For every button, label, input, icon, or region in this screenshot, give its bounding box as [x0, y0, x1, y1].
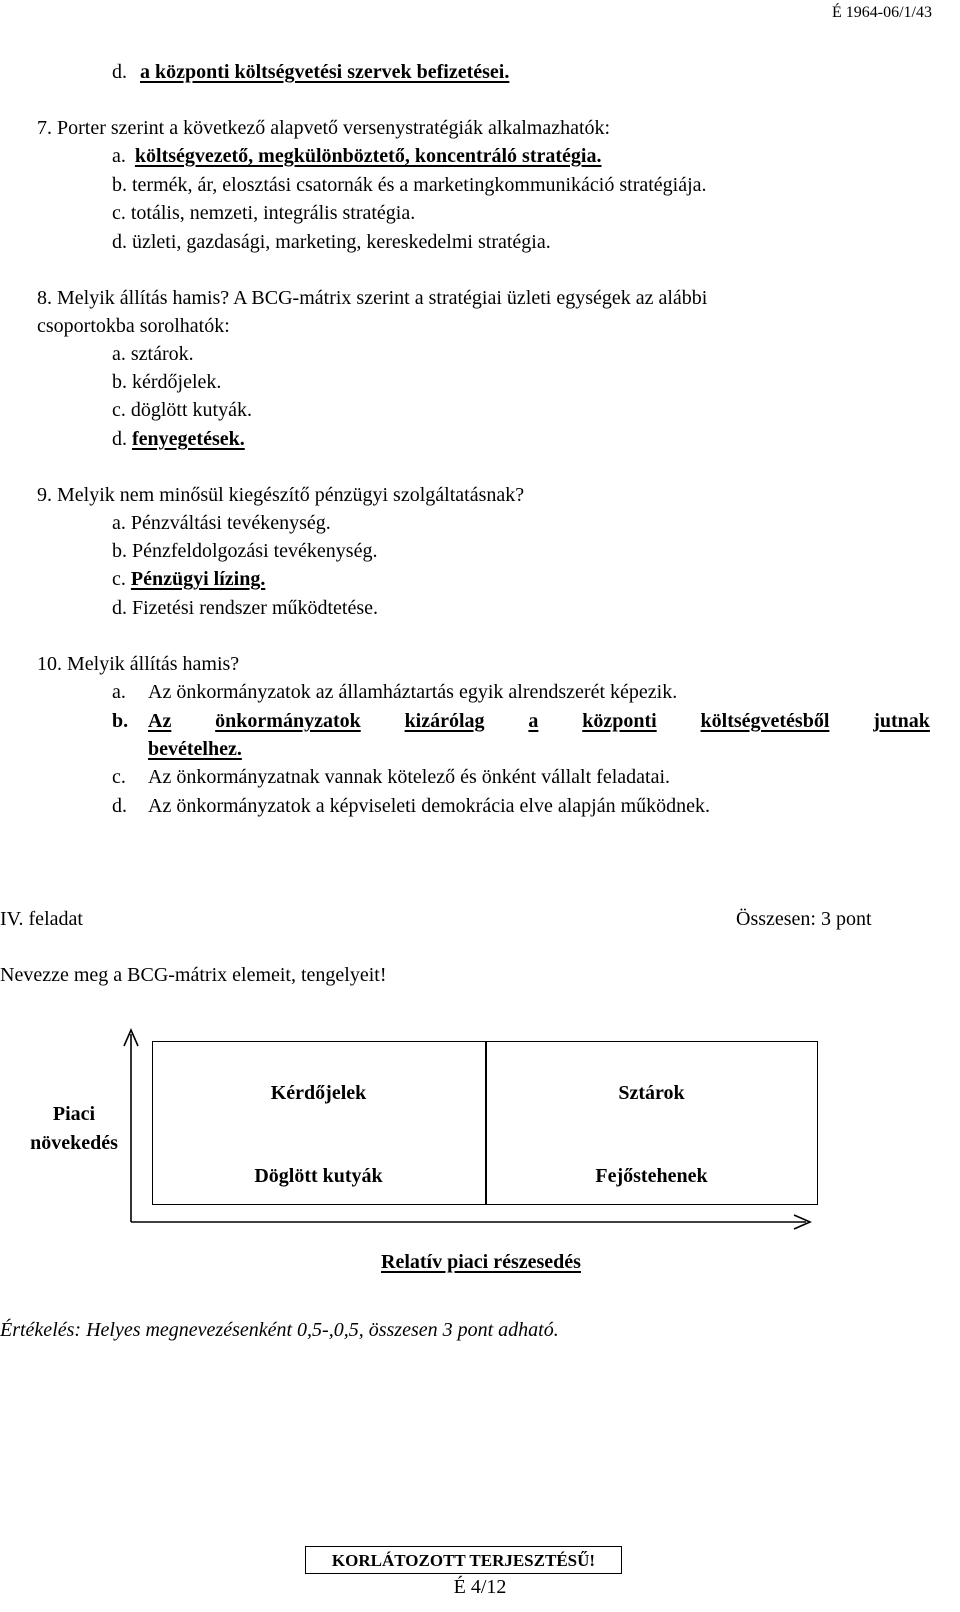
x-axis-label: Relatív piaci részesedés [381, 1251, 581, 1273]
q8-option-d-answer: fenyegetések. [132, 428, 245, 450]
q10-option-a-label: a. [112, 681, 126, 703]
q10-option-b-label: b. [112, 710, 129, 732]
document-code: É 1964-06/1/43 [832, 4, 932, 21]
task4-title: IV. feladat [0, 908, 83, 930]
y-axis-label-line2: növekedés [30, 1132, 118, 1154]
q8-option-d-label: d. [112, 428, 127, 450]
q9-question: 9. Melyik nem minősül kiegészítő pénzügyi szolgáltatásnak? [37, 484, 525, 506]
y-axis-label-line1: Piaci [52, 1103, 96, 1125]
q8-option-a: a. sztárok. [112, 343, 194, 365]
q8-option-d [112, 429, 245, 449]
q7-option-a-label: a. [112, 145, 126, 167]
q6-option-d [112, 62, 509, 82]
q10-b-word: a [528, 710, 539, 732]
q7-option-a [112, 146, 601, 166]
q8-question-line2: csoportokba sorolhatók: [37, 315, 230, 337]
restricted-distribution-label: KORLÁTOZOTT TERJESZTÉSŰ! [331, 1551, 596, 1570]
q9-option-b: b. Pénzfeldolgozási tevékenység. [112, 540, 378, 562]
bcg-cell-dogs: Döglött kutyák [254, 1165, 383, 1187]
x-axis-arrowhead [794, 1215, 810, 1229]
q8-question-line1: 8. Melyik állítás hamis? A BCG-mátrix szerint a stratégiai üzleti egységek az alábbi [37, 287, 708, 309]
q10-option-c-label: c. [112, 766, 126, 788]
q6-option-d-label: d. [112, 61, 127, 83]
q10-b-word: Az [148, 710, 172, 732]
q9-option-c-label: c. [112, 568, 126, 590]
q10-option-b-answer-line1 [148, 711, 930, 731]
q7-option-c: c. totális, nemzeti, integrális stratégia. [112, 202, 416, 224]
q7-option-d: d. üzleti, gazdasági, marketing, kereskedelmi stratégia. [112, 231, 551, 253]
q9-option-c [112, 569, 265, 589]
q10-b-word: jutnak [873, 710, 930, 732]
y-axis-arrowhead [124, 1030, 138, 1046]
bcg-cell-stars: Sztárok [618, 1082, 685, 1104]
q7-question: 7. Porter szerint a következő alapvető versenystratégiák alkalmazhatók: [37, 117, 611, 139]
q10-b-word: kizárólag [404, 710, 485, 732]
evaluation-note: Értékelés: Helyes megnevezésenként 0,5-,0,5, összesen 3 pont adható. [0, 1319, 559, 1341]
page-number: É 4/12 [453, 1576, 507, 1598]
q9-option-a: a. Pénzváltási tevékenység. [112, 512, 331, 534]
q10-b-word: központi [582, 710, 657, 732]
q8-option-b: b. kérdőjelek. [112, 371, 222, 393]
q7-option-a-answer: költségvezető, megkülönböztető, koncentráló stratégia. [134, 145, 602, 167]
q10-option-c-text: Az önkormányzatnak vannak kötelező és önként vállalt feladatai. [148, 766, 671, 788]
bcg-cell-cash-cows: Fejőstehenek [595, 1165, 708, 1187]
q10-b-word: önkormányzatok [215, 710, 361, 732]
task4-instruction: Nevezze meg a BCG-mátrix elemeit, tengelyeit! [0, 964, 387, 986]
q10-option-a-text: Az önkormányzatok az államháztartás egyik alrendszerét képezik. [148, 681, 678, 703]
q9-option-c-answer: Pénzügyi lízing. [130, 568, 266, 590]
q10-b-word: költségvetésből [700, 710, 830, 732]
q10-question: 10. Melyik állítás hamis? [37, 653, 240, 675]
q10-option-d-label: d. [112, 795, 127, 817]
q9-option-d: d. Fizetési rendszer működtetése. [112, 597, 379, 619]
q6-option-d-answer: a központi költségvetési szervek befizetései. [140, 61, 510, 83]
q8-option-c: c. döglött kutyák. [112, 399, 252, 421]
task4-points: Összesen: 3 pont [736, 908, 872, 930]
q10-option-d-text: Az önkormányzatok a képviseleti demokrácia elve alapján működnek. [148, 795, 711, 817]
bcg-cell-question-marks: Kérdőjelek [270, 1082, 367, 1104]
q10-option-b-answer-line2: bevételhez. [148, 738, 242, 760]
q7-option-b: b. termék, ár, elosztási csatornák és a marketingkommunikáció stratégiája. [112, 174, 707, 196]
